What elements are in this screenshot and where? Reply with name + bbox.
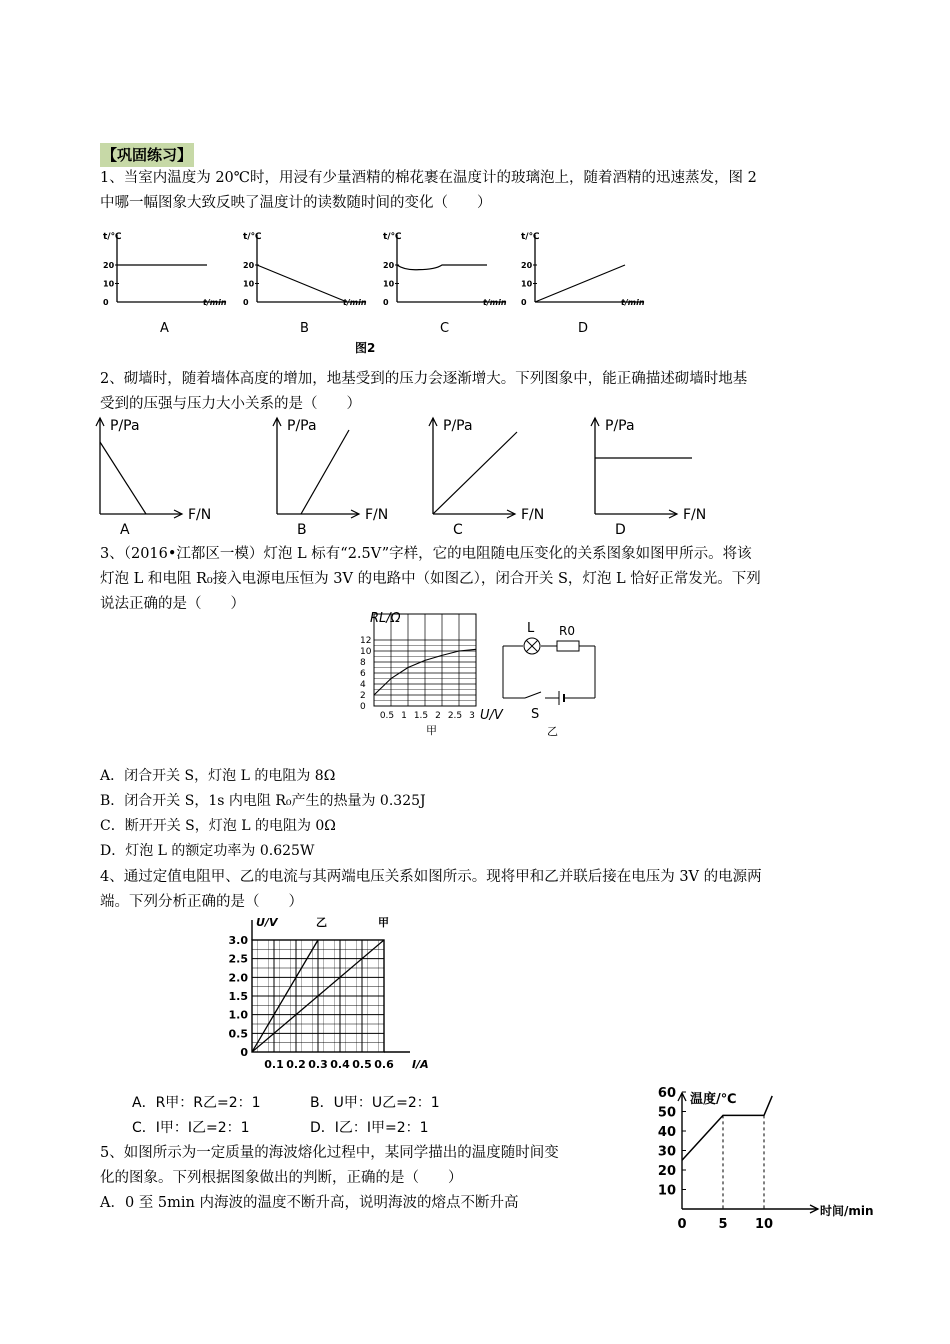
q4-y-tick: 2.5 bbox=[228, 952, 248, 966]
q1-tick-label: 20 bbox=[383, 261, 395, 270]
q2-text-line2: 受到的压强与压力大小关系的是（ ） bbox=[100, 396, 361, 412]
q2-option-label: B bbox=[297, 522, 307, 538]
q3-y-tick: 10 bbox=[360, 647, 372, 657]
q4-text-line2: 端。下列分析正确的是（ ） bbox=[100, 894, 303, 910]
q1-figure-caption: 图2 bbox=[355, 341, 376, 355]
q3-x-tick: 0.5 bbox=[379, 711, 395, 721]
q4-y-tick: 2.0 bbox=[228, 971, 248, 985]
q4-x-tick: 0.1 bbox=[264, 1058, 284, 1071]
q3-switch-symbol bbox=[525, 692, 541, 698]
q1-series-line bbox=[397, 265, 487, 270]
q1-x-label: t/min bbox=[203, 298, 227, 307]
q1-option-label: A bbox=[160, 321, 169, 336]
q4-y-tick: 0 bbox=[240, 1046, 248, 1059]
q5-y-tick: 40 bbox=[657, 1125, 676, 1140]
q3-y-tick: 2 bbox=[360, 691, 366, 701]
q2-x-label: F/N bbox=[188, 507, 212, 523]
q4-x-tick: 0.3 bbox=[308, 1058, 328, 1071]
q2-figure bbox=[95, 412, 735, 537]
q2-x-label: F/N bbox=[521, 507, 545, 523]
q4-text-line1: 4、通过定值电阻甲、乙的电流与其两端电压关系如图所示。现将甲和乙并联后接在电压为 3V 的电源两 bbox=[100, 869, 762, 885]
q1-tick-label: 0 bbox=[383, 298, 389, 307]
q1-x-label: t/min bbox=[621, 298, 645, 307]
q3-y-tick: 12 bbox=[360, 636, 372, 646]
q1-x-label: t/min bbox=[483, 298, 507, 307]
q1-option-label: B bbox=[300, 321, 309, 336]
q1-tick-label: 0 bbox=[103, 298, 109, 307]
q2-text-line1: 2、砌墙时，随着墙体高度的增加，地基受到的压力会逐渐增大。下列图象中，能正确描述砌墙时地基 bbox=[100, 371, 748, 387]
q1-tick-label: 10 bbox=[243, 279, 255, 289]
q3-y-tick: 8 bbox=[360, 658, 366, 668]
q5-y-tick: 20 bbox=[657, 1164, 676, 1179]
q2-option-label: C bbox=[453, 522, 463, 538]
q4-option-a: A．R甲：R乙=2：1 bbox=[132, 1095, 261, 1111]
q3-chart-caption: 甲 bbox=[426, 724, 437, 737]
q4-x-tick: 0.5 bbox=[352, 1058, 372, 1071]
q3-x-tick: 2 bbox=[435, 711, 441, 721]
q3-y-tick: 6 bbox=[360, 669, 366, 679]
q4-x-tick: 0.2 bbox=[286, 1058, 306, 1071]
q2-option-label: A bbox=[120, 522, 130, 538]
q1-tick-label: 20 bbox=[103, 261, 115, 270]
q1-option-label: D bbox=[578, 321, 589, 336]
q1-tick-label: 20 bbox=[521, 261, 533, 270]
q3-x-label: U/V bbox=[480, 708, 503, 723]
q3-text-line3: 说法正确的是（ ） bbox=[100, 596, 245, 612]
q5-y-tick: 60 bbox=[657, 1086, 676, 1101]
q5-x-label: 时间/min bbox=[820, 1204, 874, 1218]
q1-tick-label: 10 bbox=[521, 279, 533, 289]
q3-option-b: B．闭合开关 S，1s 内电阻 R₀产生的热量为 0.325J bbox=[100, 793, 426, 809]
q2-option-label: D bbox=[615, 522, 626, 538]
q2-series-line bbox=[100, 442, 146, 514]
q3-resistor-label: R0 bbox=[559, 624, 575, 638]
q2-y-label: P/Pa bbox=[287, 418, 317, 434]
q1-option-label: C bbox=[440, 321, 450, 336]
q4-series-label-yi: 乙 bbox=[316, 916, 327, 929]
q2-y-label: P/Pa bbox=[605, 418, 635, 434]
q1-y-label: t/℃ bbox=[383, 232, 402, 242]
q5-y-tick: 50 bbox=[657, 1105, 676, 1121]
q2-series-line bbox=[433, 432, 517, 514]
q1-y-label: t/℃ bbox=[243, 232, 262, 242]
q3-option-a: A．闭合开关 S，灯泡 L 的电阻为 8Ω bbox=[100, 768, 336, 784]
q1-tick-label: 0 bbox=[243, 298, 249, 307]
q3-y-tick: 4 bbox=[360, 680, 366, 690]
q4-series-label-jia: 甲 bbox=[378, 916, 389, 929]
q3-option-c: C．断开开关 S，灯泡 L 的电阻为 0Ω bbox=[100, 818, 336, 834]
q3-resistor-symbol bbox=[557, 641, 579, 651]
q1-tick-label: 10 bbox=[103, 279, 115, 289]
q5-x-tick: 5 bbox=[718, 1217, 728, 1232]
section-heading: 【巩固练习】 bbox=[100, 143, 194, 167]
q1-text-line2: 中哪一幅图象大致反映了温度计的读数随时间的变化（ ） bbox=[100, 195, 492, 211]
q5-x-tick: 0 bbox=[677, 1217, 687, 1232]
q3-x-tick: 3 bbox=[469, 711, 475, 721]
q1-y-label: t/℃ bbox=[103, 232, 122, 242]
q5-y-tick: 10 bbox=[657, 1183, 676, 1199]
q1-y-label: t/℃ bbox=[521, 232, 540, 242]
q2-x-label: F/N bbox=[683, 507, 707, 523]
q3-y-label: RL/Ω bbox=[370, 611, 401, 626]
q4-y-tick: 1.5 bbox=[228, 990, 248, 1003]
q3-switch-label: S bbox=[531, 707, 540, 722]
q5-x-tick: 10 bbox=[754, 1217, 774, 1232]
q4-voltage-current-chart bbox=[220, 912, 440, 1072]
q1-series-line bbox=[535, 265, 625, 302]
q5-option-a: A．0 至 5min 内海波的温度不断升高，说明海波的熔点不断升高 bbox=[100, 1195, 519, 1211]
q2-series-line bbox=[301, 430, 349, 514]
q4-y-tick: 3.0 bbox=[228, 934, 248, 947]
q4-x-label: I/A bbox=[412, 1058, 429, 1071]
q3-x-tick: 1.5 bbox=[413, 711, 429, 721]
q1-figure bbox=[95, 225, 655, 360]
q4-option-b: B．U甲：U乙=2：1 bbox=[310, 1095, 440, 1111]
q4-x-tick: 0.6 bbox=[374, 1058, 394, 1071]
q5-text-line1: 5、如图所示为一定质量的海波熔化过程中，某同学描出的温度随时间变 bbox=[100, 1145, 559, 1161]
q1-text-line1: 1、当室内温度为 20℃时，用浸有少量酒精的棉花裹在温度计的玻璃泡上，随着酒精的迅速蒸发，图 2 bbox=[100, 170, 757, 186]
q4-option-d: D．I乙：I甲=2：1 bbox=[310, 1120, 429, 1136]
q2-y-label: P/Pa bbox=[443, 418, 473, 434]
q3-text-line1: 3、（2016•江都区一模）灯泡 L 标有“2.5V”字样，它的电阻随电压变化的关系图象如图甲所示。将该 bbox=[100, 546, 752, 562]
q4-y-label: U/V bbox=[256, 916, 278, 929]
q1-tick-label: 10 bbox=[383, 279, 395, 289]
q5-y-tick: 30 bbox=[657, 1144, 676, 1160]
q5-y-label: 温度/℃ bbox=[690, 1092, 737, 1107]
q3-lamp-label: L bbox=[527, 621, 535, 636]
q2-x-label: F/N bbox=[365, 507, 389, 523]
q3-x-tick: 1 bbox=[401, 711, 407, 721]
q3-y-tick: 0 bbox=[360, 702, 366, 712]
q5-text-line2: 化的图象。下列根据图象做出的判断，正确的是（ ） bbox=[100, 1170, 463, 1186]
q1-series-line bbox=[257, 265, 347, 302]
q2-y-label: P/Pa bbox=[110, 418, 140, 434]
q1-tick-label: 0 bbox=[521, 298, 527, 307]
q3-text-line2: 灯泡 L 和电阻 R₀接入电源电压恒为 3V 的电路中（如图乙），闭合开关 S，灯泡 L 恰好正常发光。下列 bbox=[100, 571, 761, 587]
q1-x-label: t/min bbox=[343, 298, 367, 307]
q3-option-d: D．灯泡 L 的额定功率为 0.625W bbox=[100, 843, 315, 859]
q4-y-tick: 0.5 bbox=[228, 1027, 248, 1041]
q4-option-c: C．I甲：I乙=2：1 bbox=[132, 1120, 250, 1136]
q3-circuit-caption: 乙 bbox=[547, 725, 558, 738]
q4-y-tick: 1.0 bbox=[228, 1008, 248, 1022]
q1-tick-label: 20 bbox=[243, 261, 255, 270]
q3-x-tick: 2.5 bbox=[447, 711, 463, 721]
q5-melting-chart bbox=[650, 1083, 880, 1233]
q4-x-tick: 0.4 bbox=[330, 1058, 350, 1071]
q3-circuit-diagram bbox=[495, 620, 605, 740]
